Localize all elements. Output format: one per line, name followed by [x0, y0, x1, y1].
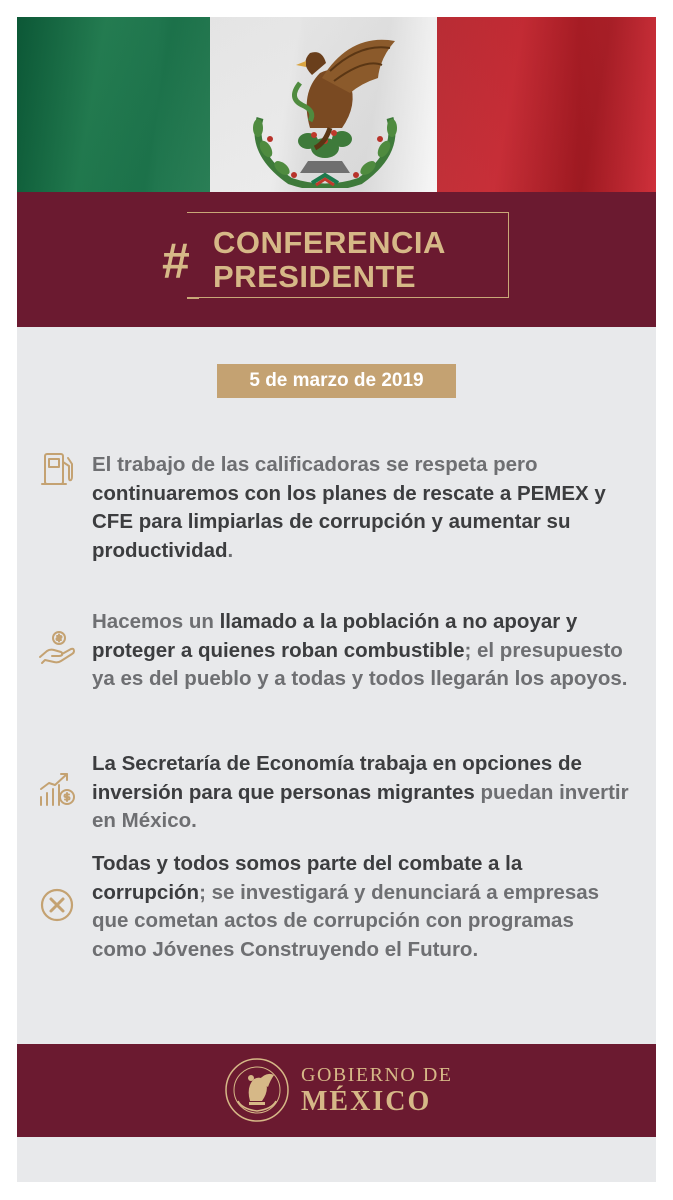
title-line-2: PRESIDENTE: [213, 259, 417, 294]
footer-line-2: MÉXICO: [301, 1086, 432, 1117]
item-4-bold-text: Todas y todos somos parte del combate a la corrupción: [92, 852, 523, 904]
growth-chart-dollar-icon: [37, 769, 77, 809]
item-3-text: puedan invertir en México.: [92, 780, 629, 832]
page-title: [213, 226, 446, 294]
item-2-text-end: ; el presupuesto ya es del pueblo y a todas y todos llegarán los apoyos.: [92, 638, 628, 690]
close-circle-icon: [37, 885, 77, 925]
item-3-bold-text: La Secretaría de Economía trabaja en opciones de inversión para que personas migrantes: [92, 752, 582, 804]
statement-item-4: [92, 850, 632, 964]
statement-item-3: [92, 750, 632, 836]
item-2-bold-text: llamado a la población a no apoyar y proteger a quienes roban combustible: [92, 610, 578, 662]
eagle-emblem-icon: [230, 23, 420, 188]
title-line-1: CONFERENCIA: [213, 225, 446, 260]
date-badge: 5 de marzo de 2019: [217, 364, 456, 398]
item-4-text: ; se investigará y denunciará a empresas que cometan actos de corrupción con programas como Jóvenes Construyendo el Futuro.: [92, 880, 600, 961]
infographic-card: [17, 17, 656, 1182]
item-1-bold-text: continuaremos con los planes de rescate a PEMEX y CFE para limpiarlas de corrupción y aumentar su productividad: [92, 481, 606, 562]
item-1-text: El trabajo de las calificadoras se respeta pero: [92, 453, 538, 476]
mexican-flag-image: [17, 17, 656, 192]
item-1-text-end: .: [227, 538, 234, 562]
statement-item-2: [92, 608, 632, 694]
item-2-text: Hacemos un: [92, 610, 220, 633]
header-band: [17, 192, 656, 327]
statement-item-1: [92, 451, 632, 565]
footer-band: [17, 1044, 656, 1137]
hashtag-symbol: #: [162, 233, 190, 289]
hand-coin-icon: [37, 629, 77, 669]
fuel-pump-icon: [37, 450, 77, 490]
footer-line-1: GOBIERNO DE: [301, 1064, 453, 1086]
national-seal-icon: [224, 1057, 290, 1123]
